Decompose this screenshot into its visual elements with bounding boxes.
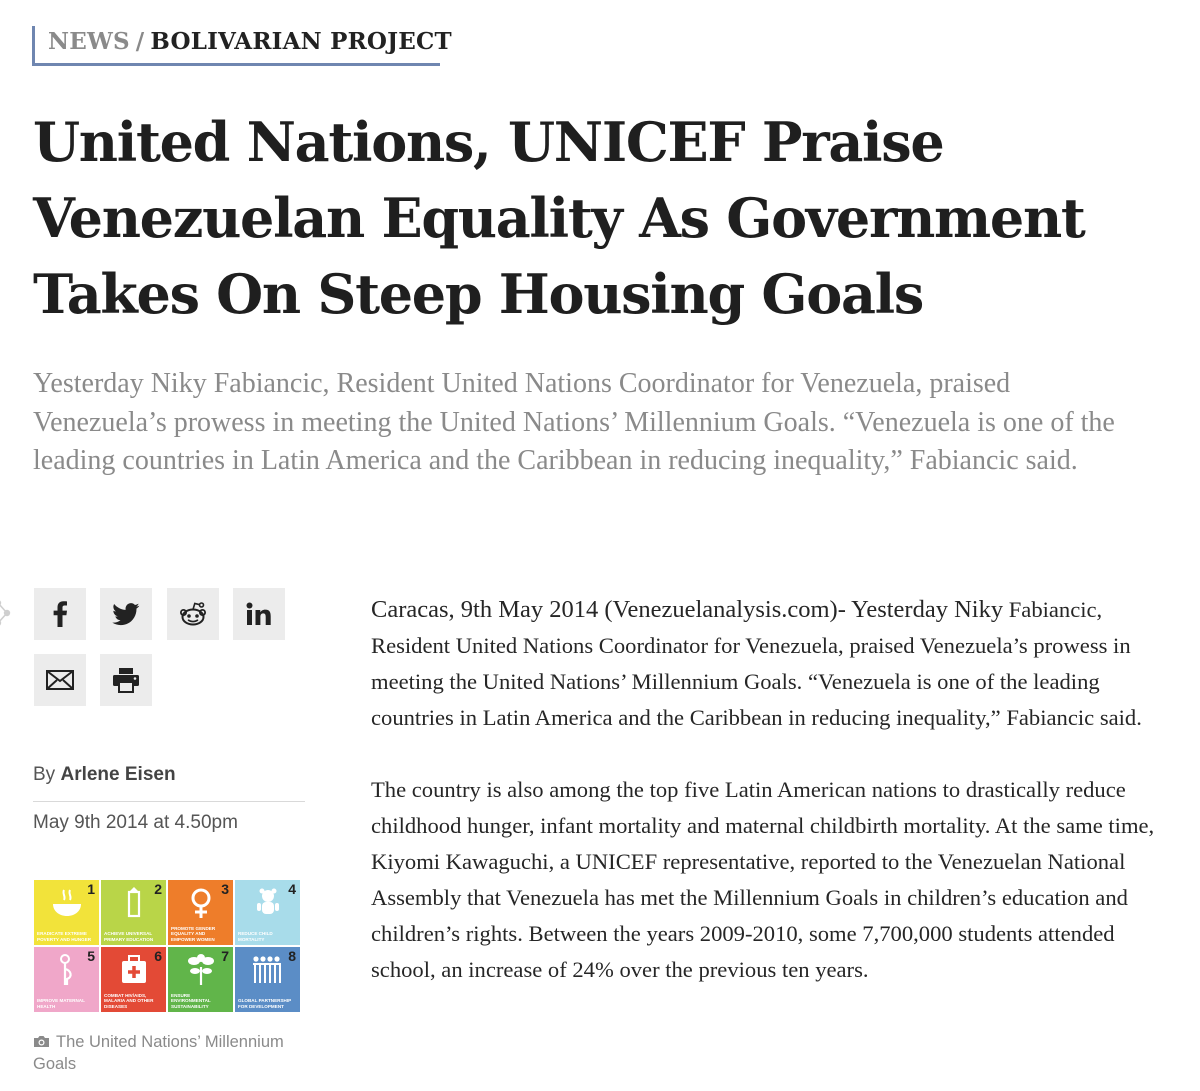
breadcrumb <box>32 26 452 66</box>
goal-label: IMPROVE MATERNAL HEALTH <box>37 998 85 1009</box>
female-symbol-icon <box>184 886 218 920</box>
caption-text: The United Nations’ Millennium Goals <box>33 1033 284 1073</box>
author-link[interactable]: Arlene Eisen <box>60 764 176 785</box>
share-email-button[interactable] <box>34 654 86 706</box>
teddy-bear-icon <box>251 886 285 920</box>
article-headline: United Nations, UNICEF Praise Venezuelan Equality As Government Takes On Steep Housing Goals <box>33 110 1085 326</box>
goal-tile <box>235 947 300 1012</box>
mail-icon <box>46 670 74 690</box>
goal-number: 2 <box>154 881 162 897</box>
share-icon[interactable] <box>0 598 12 628</box>
goal-number: 8 <box>288 948 296 964</box>
byline-prefix: By <box>33 764 56 785</box>
breadcrumb-separator: / <box>135 28 145 55</box>
linkedin-icon <box>246 602 272 626</box>
goal-label: GLOBAL PARTNERSHIP FOR DEVELOPMENT <box>238 998 292 1009</box>
pencil-icon <box>117 886 151 920</box>
goal-number: 1 <box>87 881 95 897</box>
share-linkedin-button[interactable] <box>233 588 285 640</box>
goal-number: 6 <box>154 948 162 964</box>
printer-icon <box>112 667 140 693</box>
bowl-icon <box>50 886 84 920</box>
share-reddit-button[interactable] <box>167 588 219 640</box>
facebook-icon <box>52 601 68 627</box>
print-button[interactable] <box>100 654 152 706</box>
goal-number: 3 <box>221 881 229 897</box>
image-caption <box>33 1031 313 1075</box>
breadcrumb-section-link[interactable]: BOLIVARIAN PROJECT <box>150 28 452 55</box>
body-paragraph <box>371 592 1171 736</box>
goal-number: 5 <box>87 948 95 964</box>
byline <box>33 764 305 802</box>
goal-tile <box>34 947 99 1012</box>
article-body <box>371 592 1171 1024</box>
plant-icon <box>184 953 218 987</box>
share-twitter-button[interactable] <box>100 588 152 640</box>
goal-label: REDUCE CHILD MORTALITY <box>238 931 273 942</box>
people-group-icon <box>251 953 285 987</box>
goal-tile <box>168 880 233 945</box>
goal-label: ENSURE ENVIRONMENTAL SUSTAINABILITY <box>171 992 211 1009</box>
goal-tile <box>34 880 99 945</box>
body-paragraph-continuation: Fabiancic, Resident United Nations Coordinator for Venezuela, praised Venezuela’s prowess in meeting the United Nations’ Millennium Goals. “Venezuela is one of the leading countries in Latin America and the Caribbean in reducing inequality,” Fabiancic said. <box>371 597 1142 730</box>
goal-tile <box>235 880 300 945</box>
goal-label: ACHIEVE UNIVERSAL PRIMARY EDUCATION <box>104 931 154 942</box>
goal-label: PROMOTE GENDER EQUALITY AND EMPOWER WOMEN <box>171 925 216 942</box>
reddit-icon <box>178 601 208 627</box>
twitter-icon <box>112 603 140 626</box>
article-standfirst: Yesterday Niky Fabiancic, Resident United Nations Coordinator for Venezuela, praised Venezuela’s prowess in meeting the United Nations’ Millennium Goals. “Venezuela is one of the leading countries in Latin America and the Caribbean in reducing inequality,” Fabiancic said. <box>33 368 1115 476</box>
goal-number: 4 <box>288 881 296 897</box>
millennium-goals-image[interactable] <box>34 880 300 1014</box>
publish-date: May 9th 2014 at 4.50pm <box>33 812 238 833</box>
goal-number: 7 <box>221 948 229 964</box>
pregnant-woman-icon <box>50 953 84 987</box>
medical-kit-icon <box>117 953 151 987</box>
goal-label: ERADICATE EXTREME POVERTY AND HUNGER <box>37 931 92 942</box>
goal-tile <box>101 947 166 1012</box>
body-paragraph: The country is also among the top five Latin American nations to drastically reduce childhood hunger, infant mortality and maternal childbirth mortality. At the same time, Kiyomi Kawaguchi, a UNICEF representative, reported to the Venezuelan National Assembly that Venezuela has met the Millennium Goals in children’s education and children’s rights. Between the years 2009-2010, some 7,700,000 students attended school, an increase of 24% over the previous ten years. <box>371 777 1155 982</box>
goal-tile <box>168 947 233 1012</box>
lead-sentence: Caracas, 9th May 2014 (Venezuelanalysis.com)- Yesterday Niky <box>371 596 1004 623</box>
share-facebook-button[interactable] <box>34 588 86 640</box>
goal-tile <box>101 880 166 945</box>
goal-label: COMBAT HIV/AIDS, MALARIA AND OTHER DISEASES <box>104 992 154 1009</box>
breadcrumb-news-link[interactable]: NEWS <box>48 28 130 55</box>
camera-icon <box>33 1035 50 1048</box>
